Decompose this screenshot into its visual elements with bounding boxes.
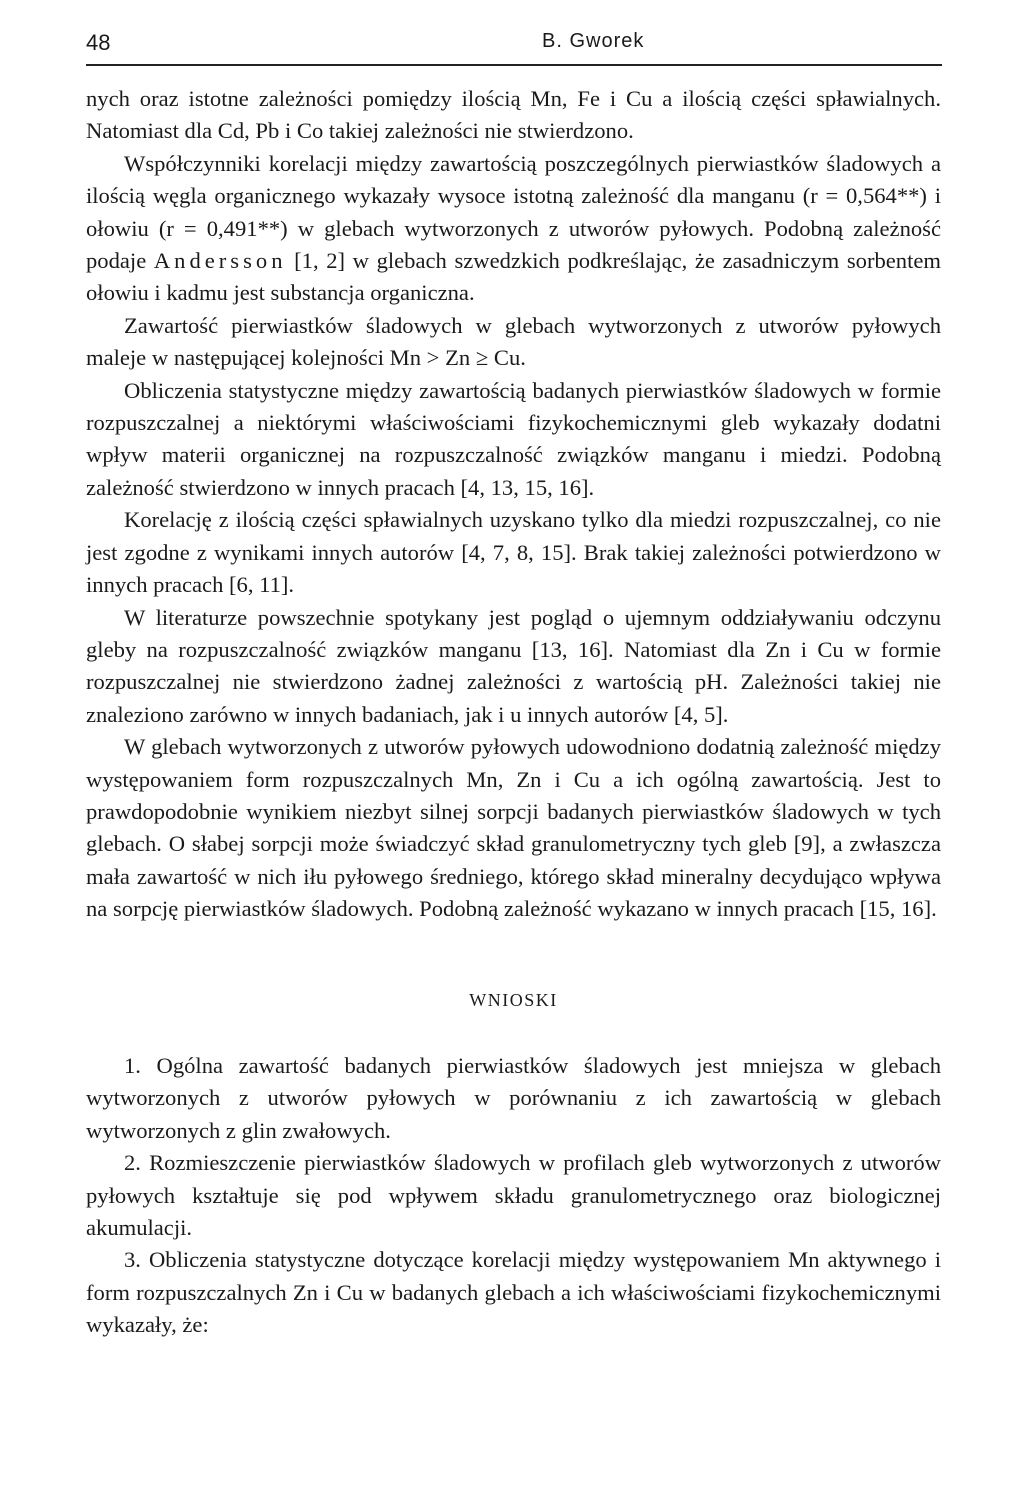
cited-author: Andersson bbox=[153, 248, 287, 274]
paragraph-sorption: W glebach wytworzonych z utworów pyłowych udowodniono dodatnią zależność między występowaniem form rozpuszczalnych Mn, Zn i Cu a ich ogólną zawartością. Jest to prawdopodobnie wynikiem niezbyt silnej sorpcji badanych pierwiastków śladowych w tych glebach. O słabej sorpcji może świadczyć skład granulometryczny tych gleb [9], a zwłaszcza mała zawartość w nich iłu pyłowego średniego, którego skład mineralny decydująco wpływa na sorpcję pierwiastków śladowych. Podobną zależność wykazano w innych pracach [15, 16]. bbox=[86, 734, 941, 922]
running-head bbox=[86, 30, 942, 66]
conclusion-item: 2. Rozmieszczenie pierwiastków śladowych w profilach gleb wytworzonych z utworów pyłowych kształtuje się pod wpływem składu granulometrycznego oraz biologicznej akumulacji. bbox=[86, 1150, 941, 1240]
body-text bbox=[86, 83, 941, 1342]
paragraph-order: Zawartość pierwiastków śladowych w glebach wytworzonych z utworów pyłowych maleje w następującej kolejności Mn > Zn ≥ Cu. bbox=[86, 312, 941, 371]
paragraph-statistics: Obliczenia statystyczne między zawartością badanych pierwiastków śladowych w formie rozpuszczalnej a niektórymi właściwościami fizykochemicznymi gleb wykazały dodatni wpływ materii organicznej na rozpuszczalność związków manganu i miedzi. Podobną zależność stwierdzono w innych pracach [4, 13, 15, 16]. bbox=[86, 377, 941, 500]
paragraph-silt-fraction: Korelację z ilością części spławialnych uzyskano tylko dla miedzi rozpuszczalnej, co nie jest zgodne z wynikami innych autorów [4, 7, 8, 15]. Brak takiej zależności potwierdzono w innych pracach [6, 11]. bbox=[86, 507, 941, 598]
paragraph-ph: W literaturze powszechnie spotykany jest pogląd o ujemnym oddziaływaniu odczynu gleby na rozpuszczalność związków manganu [13, 16]. Natomiast dla Zn i Cu w formie rozpuszczalnej nie stwierdzono żadnej zależności z wartością pH. Zależności takiej nie znaleziono zarówno w innych badaniach, jak i u innych autorów [4, 5]. bbox=[86, 604, 941, 727]
paragraph-text: Współczynniki korelacji między zawartością poszczególnych pierwiastków śladowych a ilością węgla organicznego wykazały wysoce istotną zależność dla manganu (r = 0,564**) i ołowiu (r = 0,491**) w glebach wytworzonych z utworów pyłowych. Podobną zależność podaje bbox=[86, 150, 941, 274]
running-head-author: B. Gworek bbox=[542, 30, 645, 52]
conclusion-item: 1. Ogólna zawartość badanych pierwiastków śladowych jest mniejsza w glebach wytworzonych z utworów pyłowych w porównaniu z ich zawartością w glebach wytworzonych z glin zwałowych. bbox=[86, 1052, 941, 1143]
paragraph-text: [1, 2] w glebach szwedzkich podkreślając, że zasadniczym sorbentem ołowiu i kadmu jest substancja organiczna. bbox=[86, 248, 941, 306]
section-title: WNIOSKI bbox=[469, 989, 558, 1010]
conclusion-item: 3. Obliczenia statystyczne dotyczące korelacji między występowaniem Mn aktywnego i form rozpuszczalnych Zn i Cu w badanych glebach a ich właściwościami fizykochemicznymi wykazały, że: bbox=[86, 1247, 941, 1338]
paragraph-correlation-carbon bbox=[86, 148, 941, 310]
page-number: 48 bbox=[86, 30, 111, 55]
paragraph-continuation: nych oraz istotne zależności pomiędzy ilością Mn, Fe i Cu a ilością części spławialnych. Natomiast dla Cd, Pb i Co takiej zależności nie stwierdzono. bbox=[86, 86, 941, 144]
